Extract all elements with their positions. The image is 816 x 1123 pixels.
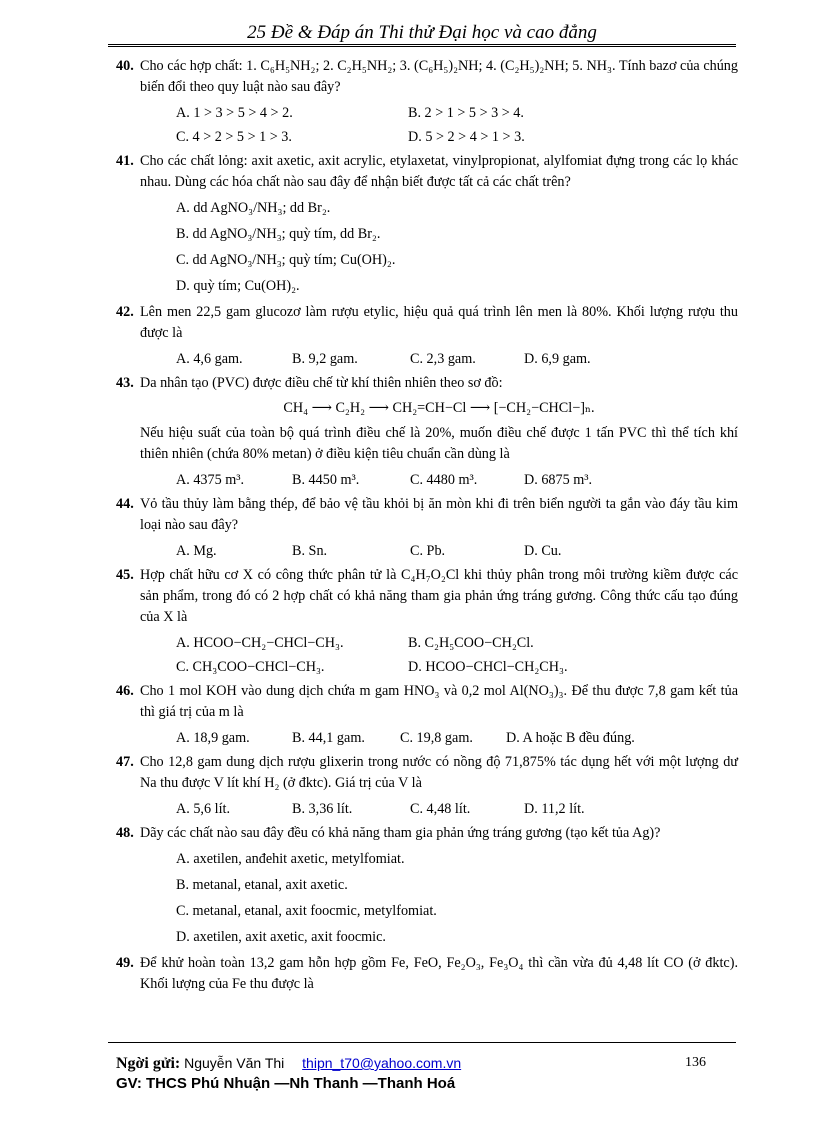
- answer-option-b: B. dd AgNO₃/NH₃; quỳ tím, dd Br₂.: [176, 226, 381, 242]
- answer-option-c: C. CH₃COO−CHCl−CH₃.: [176, 659, 325, 675]
- answer-option-a: A. dd AgNO₃/NH₃; dd Br₂.: [176, 200, 331, 216]
- question-text: Cho các chất lỏng: axit axetic, axit acrylic, etylaxetat, vinylpropionat, alylfomiat đựng trong các lọ khác nhau. Dùng các hóa chất nào sau đây để nhận biết được tất cả các chất trên?: [140, 153, 738, 190]
- answer-options: [140, 849, 738, 948]
- sender-label: Ngời gửi:: [116, 1055, 181, 1072]
- footer: [116, 1055, 736, 1092]
- teacher-info: GV: THCS Phú Nhuận —Nh Thanh —Thanh Hoá: [116, 1075, 456, 1092]
- answer-options: [140, 198, 738, 297]
- question-49: [116, 953, 738, 995]
- question-46: [116, 681, 738, 749]
- page-number: 136: [685, 1055, 706, 1070]
- answer-option-a: A. 1 > 3 > 5 > 4 > 2.: [176, 105, 293, 121]
- reaction-scheme: CH₄ ⟶ C₂H₂ ⟶ CH₂=CH−Cl ⟶ [−CH₂−CHCl−]ₙ.: [283, 400, 595, 416]
- question-number: 49.: [116, 955, 134, 971]
- answer-option-a: A. 5,6 lít.: [176, 801, 230, 817]
- question-41: [116, 151, 738, 297]
- answer-option-d: D. 6875 m³.: [524, 472, 593, 488]
- answer-option-d: D. 6,9 gam.: [524, 351, 591, 367]
- question-text: Cho 1 mol KOH vào dung dịch chứa m gam HNO₃ và 0,2 mol Al(NO₃)₃. Để thu được 7,8 gam kết tủa thì giá trị của m là: [140, 683, 738, 720]
- question-number: 45.: [116, 567, 134, 583]
- question-47: [116, 752, 738, 820]
- answer-option-b: B. 3,36 lít.: [292, 801, 353, 817]
- answer-option-a: A. 4,6 gam.: [176, 351, 243, 367]
- question-number: 46.: [116, 683, 134, 699]
- answer-option-c: C. 19,8 gam.: [400, 730, 473, 746]
- answer-options: [140, 799, 738, 820]
- answer-option-d: D. Cu.: [524, 543, 562, 559]
- answer-options: [140, 470, 738, 491]
- answer-option-a: A. axetilen, anđehit axetic, metylfomiat.: [176, 851, 405, 867]
- question-text: Hợp chất hữu cơ X có công thức phân tử là C₄H₇O₂Cl khi thủy phân trong môi trường kiềm được các sản phẩm, trong đó có 2 hợp chất có khả năng tham gia phản ứng tráng gương. Công thức cấu tạo đúng của X là: [140, 567, 738, 625]
- answer-option-c: C. Pb.: [410, 543, 446, 559]
- answer-option-a: A. 18,9 gam.: [176, 730, 250, 746]
- answer-options: [140, 541, 738, 562]
- answer-option-a: A. Mg.: [176, 543, 217, 559]
- answer-options: [140, 728, 738, 749]
- question-text: Cho các hợp chất: 1. C₆H₅NH₂; 2. C₂H₅NH₂; 3. (C₆H₅)₂NH; 4. (C₂H₅)₂NH; 5. NH₃. Tính bazơ của chúng biến đổi theo quy luật nào sau đây?: [140, 58, 738, 95]
- answer-option-c: C. 4480 m³.: [410, 472, 478, 488]
- answer-option-b: B. 2 > 1 > 5 > 3 > 4.: [408, 105, 524, 121]
- email-link[interactable]: thipn_t70@yahoo.com.vn: [302, 1055, 462, 1071]
- question-number: 47.: [116, 754, 134, 770]
- answer-option-b: B. 44,1 gam.: [292, 730, 365, 746]
- answer-option-c: C. 4,48 lít.: [410, 801, 471, 817]
- answer-option-b: B. 4450 m³.: [292, 472, 360, 488]
- question-42: [116, 302, 738, 370]
- answer-option-d: D. quỳ tím; Cu(OH)₂.: [176, 278, 300, 294]
- question-43: [116, 373, 738, 491]
- question-45: [116, 565, 738, 678]
- answer-option-b: B. 9,2 gam.: [292, 351, 358, 367]
- question-list: [116, 56, 738, 998]
- answer-option-c: C. metanal, etanal, axit foocmic, metylfomiat.: [176, 903, 437, 919]
- answer-option-a: A. HCOO−CH₂−CHCl−CH₃.: [176, 635, 344, 651]
- question-text: Dãy các chất nào sau đây đều có khả năng tham gia phản ứng tráng gương (tạo kết tủa Ag)?: [140, 825, 661, 841]
- question-text-continued: Nếu hiệu suất của toàn bộ quá trình điều chế là 20%, muốn điều chế được 1 tấn PVC thì thể tích khí thiên nhiên (chứa 80% metan) ở điều kiện tiêu chuẩn cần dùng là: [140, 425, 738, 462]
- question-number: 44.: [116, 496, 134, 512]
- answer-option-d: D. A hoặc B đều đúng.: [506, 730, 635, 746]
- question-48: [116, 823, 738, 948]
- answer-option-b: B. Sn.: [292, 543, 328, 559]
- answer-option-a: A. 4375 m³.: [176, 472, 245, 488]
- answer-option-c: C. 4 > 2 > 5 > 1 > 3.: [176, 129, 292, 145]
- question-text: Lên men 22,5 gam glucozơ làm rượu etylic, hiệu quả quá trình lên men là 80%. Khối lượng rượu thu được là: [140, 304, 738, 341]
- answer-option-d: D. 11,2 lít.: [524, 801, 585, 817]
- question-text: Vỏ tầu thủy làm bằng thép, để bảo vệ tầu khỏi bị ăn mòn khi đi trên biển người ta gắn vào đáy tầu kim loại nào sau đây?: [140, 496, 738, 533]
- answer-options: [140, 633, 738, 678]
- footer-rule: [108, 1042, 736, 1043]
- page-header-title: 25 Đề & Đáp án Thi thử Đại học và cao đẳng: [247, 22, 597, 43]
- answer-options: [140, 103, 738, 148]
- header-rule: [108, 44, 736, 47]
- answer-option-b: B. C₂H₅COO−CH₂Cl.: [408, 635, 534, 651]
- question-44: [116, 494, 738, 562]
- answer-option-d: D. HCOO−CHCl−CH₂CH₃.: [408, 659, 568, 675]
- answer-options: [140, 349, 738, 370]
- question-text: Để khử hoàn toàn 13,2 gam hỗn hợp gồm Fe, FeO, Fe₂O₃, Fe₃O₄ thì cần vừa đủ 4,48 lít CO (ở đktc). Khối lượng của Fe thu được là: [140, 955, 738, 992]
- question-number: 48.: [116, 825, 134, 841]
- question-number: 40.: [116, 58, 134, 74]
- answer-option-d: D. axetilen, axit axetic, axit foocmic.: [176, 929, 386, 945]
- question-number: 42.: [116, 304, 134, 320]
- sender-name: Nguyễn Văn Thi: [184, 1055, 285, 1071]
- question-text: Cho 12,8 gam dung dịch rượu glixerin trong nước có nồng độ 71,875% tác dụng hết với một lượng dư Na thu được V lít khí H₂ (ở đktc). Giá trị của V là: [140, 754, 738, 791]
- answer-option-d: D. 5 > 2 > 4 > 1 > 3.: [408, 129, 525, 145]
- answer-option-b: B. metanal, etanal, axit axetic.: [176, 877, 348, 893]
- answer-option-c: C. 2,3 gam.: [410, 351, 476, 367]
- question-40: [116, 56, 738, 148]
- question-number: 43.: [116, 375, 134, 391]
- answer-option-c: C. dd AgNO₃/NH₃; quỳ tím; Cu(OH)₂.: [176, 252, 396, 268]
- question-text: Da nhân tạo (PVC) được điều chế từ khí thiên nhiên theo sơ đồ:: [140, 375, 503, 391]
- question-number: 41.: [116, 153, 134, 169]
